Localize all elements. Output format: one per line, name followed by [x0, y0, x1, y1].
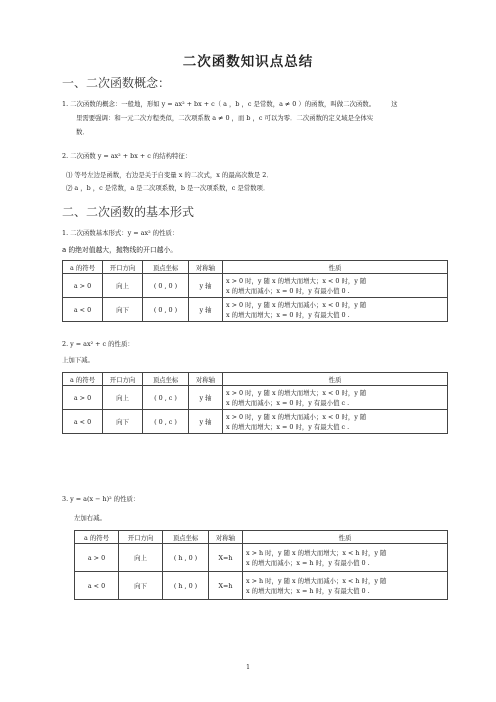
property-line: x > 0 时，y 随 x 的增大而减小；x < 0 时，y 随 — [226, 300, 367, 309]
form2-title: 2. y = ax² + c 的性质： — [62, 340, 134, 348]
cell-axis: y 轴 — [189, 410, 223, 434]
cell-sign: a > 0 — [63, 274, 103, 298]
cell-sign: a > 0 — [75, 544, 119, 572]
cell-property — [243, 544, 448, 572]
table-header-row — [63, 373, 448, 386]
property-line: x > 0 时，y 随 x 的增大而增大；x < 0 时，y 随 — [226, 276, 367, 285]
section2-heading: 二、二次函数的基本形式 — [62, 205, 195, 219]
cell-property — [223, 298, 448, 322]
cell-direction: 向上 — [119, 544, 163, 572]
header-sign: a 的符号 — [63, 261, 103, 274]
table-row — [63, 274, 448, 298]
table-header-row — [63, 261, 448, 274]
header-sign: a 的符号 — [63, 373, 103, 386]
form3-note: 左加右减。 — [74, 514, 106, 522]
cell-property — [243, 572, 448, 600]
property-line: x > h 时，y 随 x 的增大而减小；x < h 时，y 随 — [246, 576, 387, 585]
table-row — [63, 386, 448, 410]
header-vertex: 顶点坐标 — [163, 531, 209, 544]
form3-title: 3. y = a(x − h)² 的性质： — [62, 495, 140, 503]
table-row — [75, 572, 448, 600]
property-line: x > 0 时，y 随 x 的增大而增大；x < 0 时，y 随 — [226, 388, 367, 397]
cell-direction: 向下 — [119, 572, 163, 600]
header-direction: 开口方向 — [103, 373, 143, 386]
cell-axis: X=h — [209, 572, 243, 600]
cell-vertex: ( 0 , c ) — [143, 386, 189, 410]
cell-direction: 向下 — [103, 298, 143, 322]
header-property: 性质 — [223, 373, 448, 386]
header-direction: 开口方向 — [119, 531, 163, 544]
header-axis: 对称轴 — [189, 373, 223, 386]
cell-vertex: ( h , 0 ) — [163, 544, 209, 572]
table-form1 — [62, 260, 448, 322]
header-axis: 对称轴 — [209, 531, 243, 544]
header-direction: 开口方向 — [103, 261, 143, 274]
table-row — [75, 544, 448, 572]
cell-direction: 向上 — [103, 274, 143, 298]
section1-sub1: ⑴ 等号左边是函数，右边是关于自变量 x 的二次式，x 的最高次数是 2． — [66, 171, 273, 179]
property-line: x 的增大而减小；x = 0 时，y 有最小值 c . — [226, 398, 350, 407]
cell-axis: y 轴 — [189, 274, 223, 298]
table-form3 — [74, 530, 448, 600]
section1-item2: 2. 二次函数 y = ax² + bx + c 的结构特征： — [62, 152, 192, 160]
table-row — [63, 298, 448, 322]
form1-note: a 的绝对值越大，抛物线的开口越小。 — [62, 246, 178, 254]
page-number: 1 — [246, 664, 250, 671]
table-header-row — [75, 531, 448, 544]
cell-sign: a < 0 — [63, 410, 103, 434]
header-property: 性质 — [243, 531, 448, 544]
cell-sign: a > 0 — [63, 386, 103, 410]
cell-sign: a < 0 — [63, 298, 103, 322]
cell-property — [223, 386, 448, 410]
header-sign: a 的符号 — [75, 531, 119, 544]
cell-direction: 向上 — [103, 386, 143, 410]
header-axis: 对称轴 — [189, 261, 223, 274]
cell-axis: y 轴 — [189, 298, 223, 322]
cell-vertex: ( 0 , 0 ) — [143, 274, 189, 298]
form2-note: 上加下减。 — [62, 356, 94, 364]
cell-vertex: ( h , 0 ) — [163, 572, 209, 600]
section1-sub2: ⑵ a ，b ，c 是常数，a 是二次项系数，b 是一次项系数，c 是常数项． — [66, 184, 270, 192]
property-line: x 的增大而减小；x = h 时，y 有最小值 0 . — [246, 558, 370, 567]
section1-item1-line2: 里需要强调：和一元二次方程类似，二次项系数 a ≠ 0 ，而 b ，c 可以为零．二次函数的定义域是全体实 — [76, 114, 374, 122]
table-row — [63, 410, 448, 434]
property-line: x 的增大而增大；x = h 时，y 有最大值 0 . — [246, 586, 370, 595]
property-line: x 的增大而增大；x = 0 时，y 有最大值 0 . — [226, 310, 350, 319]
property-line: x 的增大而增大；x = 0 时，y 有最大值 c . — [226, 422, 350, 431]
cell-direction: 向下 — [103, 410, 143, 434]
table-form2 — [62, 372, 448, 434]
cell-vertex: ( 0 , c ) — [143, 410, 189, 434]
header-vertex: 顶点坐标 — [143, 261, 189, 274]
section1-item1-line3: 数． — [76, 128, 89, 136]
section1-heading: 一、二次函数概念： — [62, 76, 171, 90]
document-title: 二次函数知识点总结 — [182, 54, 314, 70]
cell-property — [223, 274, 448, 298]
property-line: x 的增大而减小；x = 0 时，y 有最小值 0 . — [226, 286, 350, 295]
form1-title: 1. 二次函数基本形式：y = ax² 的性质： — [62, 229, 179, 237]
cell-vertex: ( 0 , 0 ) — [143, 298, 189, 322]
cell-property — [223, 410, 448, 434]
cell-axis: X=h — [209, 544, 243, 572]
cell-axis: y 轴 — [189, 386, 223, 410]
property-line: x > h 时，y 随 x 的增大而增大；x < h 时，y 随 — [246, 548, 387, 557]
header-vertex: 顶点坐标 — [143, 373, 189, 386]
section1-item1-line1: 1. 二次函数的概念：一般地，形如 y = ax² + bx + c（ a ，b ，c 是常数，a ≠ 0 ）的函数，叫做二次函数。 这 — [62, 100, 398, 108]
property-line: x > 0 时，y 随 x 的增大而减小；x < 0 时，y 随 — [226, 412, 367, 421]
cell-sign: a < 0 — [75, 572, 119, 600]
header-property: 性质 — [223, 261, 448, 274]
